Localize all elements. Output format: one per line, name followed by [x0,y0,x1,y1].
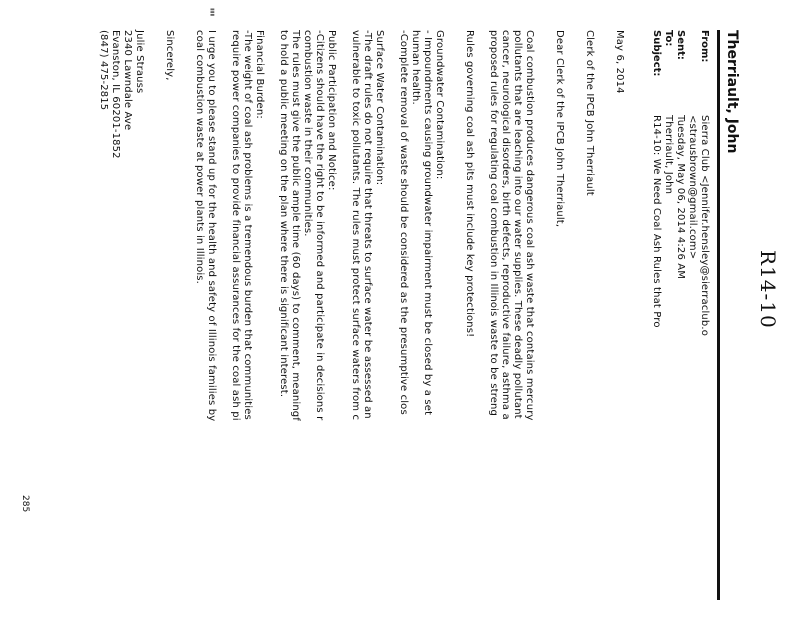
sent-value: Tuesday, May 06, 2014 4:26 AM [675,115,686,280]
intro-line: proposed rules for regulating coal combustion in Illinois waste to be streng [488,30,499,417]
surface-water-line: -The draft rules do not require that threats to surface water be assessed an [362,30,373,419]
financial-line: -The weight of coal ash problems is a tremendous burden that communities [242,30,253,420]
signature-city: Evanston, IL 60201-1852 [110,30,121,159]
subject-label: Subject: [651,30,662,77]
financial-heading: Financial Burden: [254,30,265,119]
participation-heading: Public Participation and Notice: [326,30,337,191]
intro-line: Coal combustion produces dangerous coal ash waste that contains mercury [524,30,535,421]
participation-line: The rules must give the public ample time (60 days) to comment, meaningf [290,30,301,421]
participation-line: to hold a public meeting on the plan where there is significant interest. [278,30,289,398]
document-id: R14-10 [756,250,780,329]
groundwater-line: human health. [410,30,421,105]
from-value-email: <strausbrown@gmail.com> [687,115,698,260]
surface-water-heading: Surface Water Contamination: [374,30,385,186]
to-label: To: [663,30,674,47]
signature-address: 2340 Lawndale Ave [122,30,133,131]
header-rule [717,30,720,600]
intro-line: pollutants that are leaching into our water supplies. These deadly pollutant [512,30,523,419]
intro-line: cancer, neurological disorders, birth defects, reproductive failure, asthma a [500,30,511,420]
signature-name: Julie Strauss [134,30,145,94]
closing-line: coal combustion waste at power plants in Illinois. [194,30,205,284]
page-number: 285 [20,495,30,513]
letter-date: May 6, 2014 [614,30,625,94]
groundwater-line: - Impoundments causing groundwater impairment must be closed by a set [422,30,433,416]
to-value: Therriault, John [663,115,674,195]
sign-off: Sincerely, [164,30,175,81]
subject-value: R14-10: We Need Coal Ash Rules that Pro [651,115,662,328]
key-protections-line: Rules governing coal ash pits must include key protections! [464,30,475,338]
from-value: Sierra Club <Jennifer.hensley@sierraclub.o [699,115,710,336]
letter-salutation: Dear Clerk of the IPCB John Therriault, [554,30,565,228]
letter-recipient: Clerk of the IPCB John Therriault [584,30,595,196]
participation-line: combustion waste in their communities. [302,30,313,237]
groundwater-heading: Groundwater Contamination: [434,30,445,180]
groundwater-line: -Complete removal of waste should be considered as the presumptive clos [398,30,409,415]
participation-line: -Citizens should have the right to be informed and participate in decisions r [314,30,325,421]
fax-stamp: ▮▮▮ [209,8,215,17]
closing-line: I urge you to please stand up for the health and safety of Illinois families by [206,30,217,422]
surface-water-line: vulnerable to toxic pollutants. The rules must protect surface waters from c [350,30,361,421]
from-label: From: [699,30,710,63]
financial-line: require power companies to provide financial assurances for the coal ash pi [230,30,241,421]
sender-name: Therriault, John [724,30,740,154]
signature-phone: (847) 475-2815 [98,30,109,111]
sent-label: Sent: [675,30,686,60]
